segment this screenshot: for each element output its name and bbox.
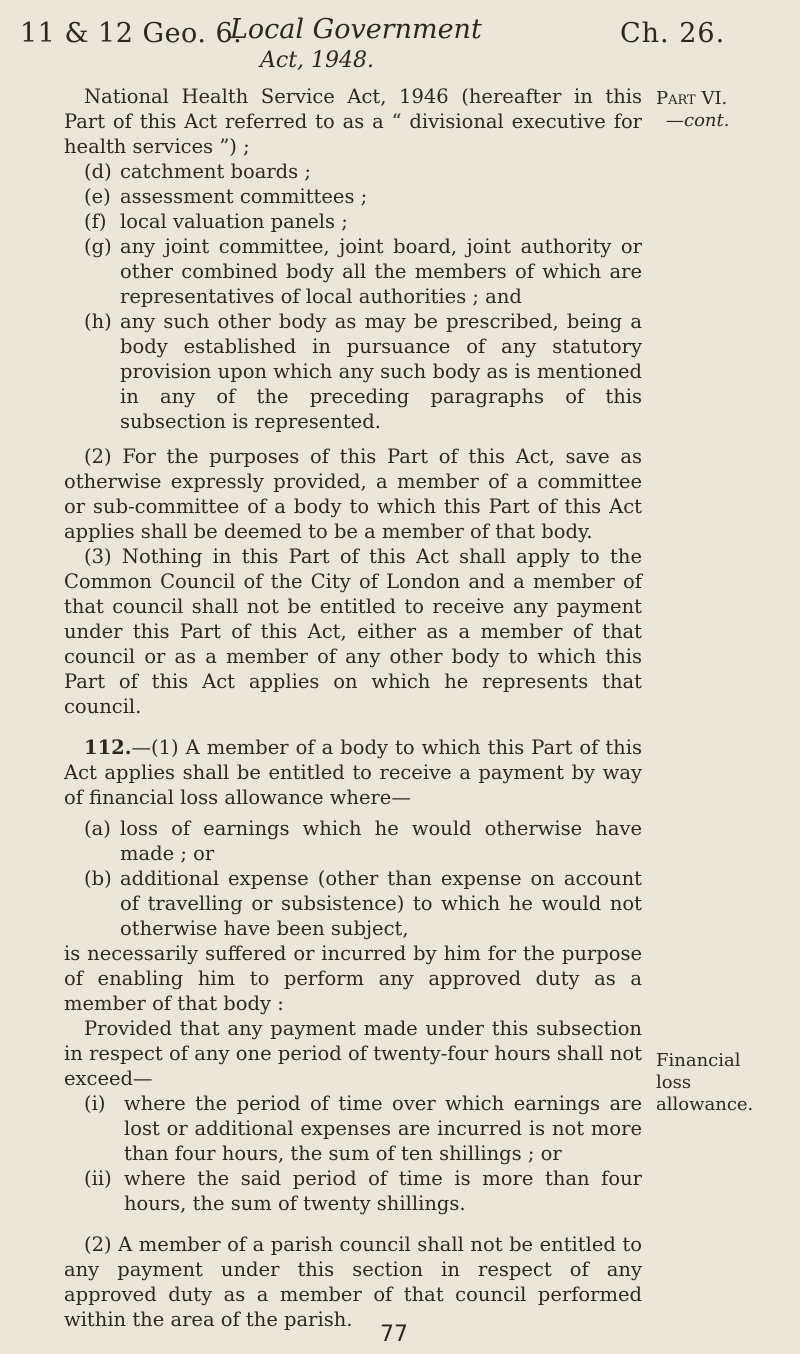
list-item	[64, 159, 642, 184]
item-label: (a)	[84, 817, 111, 840]
item-label: (i)	[84, 1092, 106, 1115]
list-losses	[64, 816, 642, 941]
margin-note-line3: allowance.	[656, 1094, 754, 1115]
item-label: (h)	[84, 310, 112, 333]
list-item	[64, 1166, 642, 1216]
item-label: (e)	[84, 185, 111, 208]
list-item	[64, 1091, 642, 1166]
item-text: any joint committee, joint board, joint authority or other combined body all the members of which are representatives of local authorities ; and	[120, 235, 642, 308]
act-title: Local Government	[230, 14, 482, 45]
list-limits	[64, 1091, 642, 1216]
page-number: 77	[380, 1322, 408, 1347]
section-number: 112.	[84, 736, 132, 759]
item-text: any such other body as may be prescribed, being a body established in pursuance of any statutory provision upon which any such body as is mentioned in any of the preceding paragraphs of this subsection is represented.	[120, 310, 642, 433]
item-label: (d)	[84, 160, 112, 183]
regnal-year: 11 & 12 Geo. 6.	[20, 18, 243, 49]
paragraph-necessarily: is necessarily suffered or incurred by him for the purpose of enabling him to perform any approved duty as a member of that body :	[64, 942, 642, 1015]
list-item	[64, 309, 642, 434]
item-label: (f)	[84, 210, 107, 233]
paragraph-intro: National Health Service Act, 1946 (hereafter in this Part of this Act referred to as a “ divisional executive for health services ”) ;	[64, 85, 642, 158]
item-label: (ii)	[84, 1167, 112, 1190]
margin-note-line2: loss	[656, 1072, 692, 1093]
list-item	[64, 816, 642, 866]
item-label: (g)	[84, 235, 112, 258]
list-item	[64, 234, 642, 309]
item-text: assessment committees ;	[120, 185, 368, 208]
margin-part-label	[656, 88, 729, 132]
list-item	[64, 209, 642, 234]
body-text	[64, 84, 642, 1332]
item-text: local valuation panels ;	[120, 210, 348, 233]
act-title-year: Act, 1948.	[260, 48, 375, 73]
paragraph-subsection-3: (3) Nothing in this Part of this Act shall apply to the Common Council of the City of London and a member of that council shall not be entitled to receive any payment under this Part of this Act, either as a member of that council or as a member of any other body to which this Part of this Act applies on which he represents that council.	[64, 545, 642, 718]
section-112	[64, 735, 642, 810]
item-text: additional expense (other than expense on account of travelling or subsistence) to which he would not otherwise have been subject,	[120, 867, 642, 940]
part-cont: —cont.	[666, 110, 730, 131]
margin-note-line1: Financial	[656, 1050, 741, 1071]
list-item	[64, 866, 642, 941]
margin-note	[656, 1050, 753, 1116]
paragraph-subsection-2: (2) For the purposes of this Part of this Act, save as otherwise expressly provided, a member of a committee or sub-committee of a body to which this Part of this Act applies shall be deemed to be a member of that body.	[64, 445, 642, 543]
section-text: —(1) A member of a body to which this Part of this Act applies shall be entitled to receive a payment by way of financial loss allowance where—	[64, 736, 642, 809]
running-header	[20, 14, 760, 76]
item-label: (b)	[84, 867, 112, 890]
item-text: where the period of time over which earnings are lost or additional expenses are incurred is not more than four hours, the sum of ten shillings ; or	[124, 1092, 642, 1165]
item-text: where the said period of time is more than four hours, the sum of twenty shillings.	[124, 1167, 642, 1215]
paragraph-proviso: Provided that any payment made under this subsection in respect of any one period of twenty-four hours shall not exceed—	[64, 1017, 642, 1090]
list-item	[64, 184, 642, 209]
item-text: catchment boards ;	[120, 160, 311, 183]
item-text: loss of earnings which he would otherwise have made ; or	[120, 817, 642, 865]
chapter-number: Ch. 26.	[620, 18, 726, 49]
part-label: Part VI.	[656, 88, 728, 109]
paragraph-parish: (2) A member of a parish council shall not be entitled to any payment under this section in respect of any approved duty as a member of that council performed within the area of the parish.	[64, 1233, 642, 1331]
list-bodies	[64, 159, 642, 434]
